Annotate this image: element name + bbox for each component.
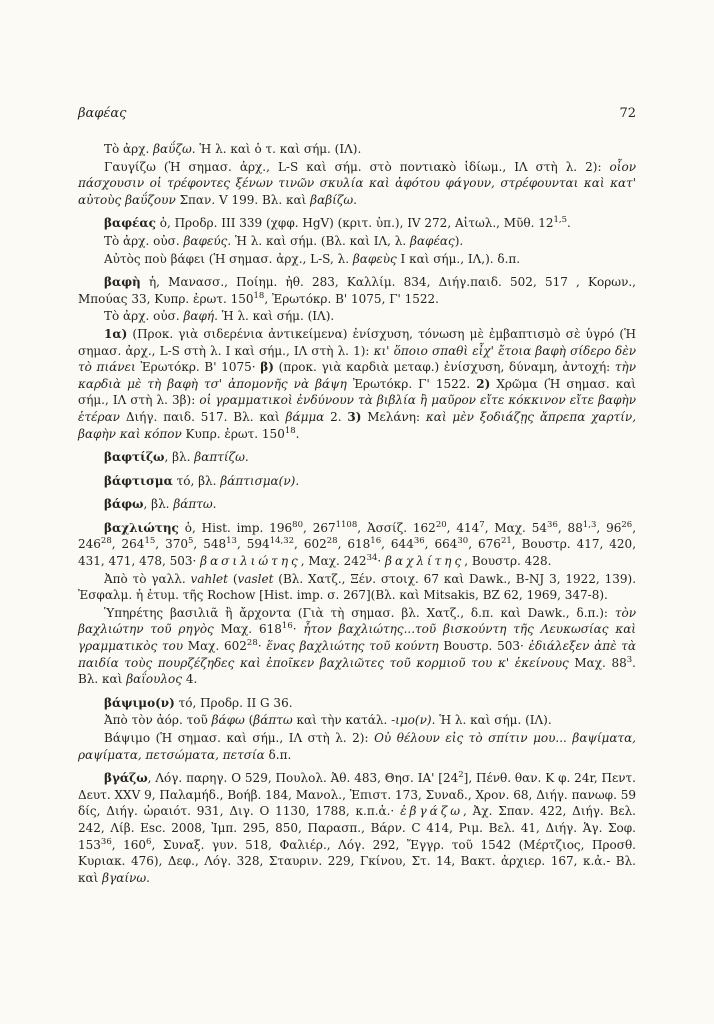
text-segment: τὴν καρδιὰ μὲ τὴ βαφὴ τσ' ἀπομονῆς νὰ βάψη [78, 360, 637, 391]
paragraph [78, 274, 636, 307]
text-segment: . [146, 870, 150, 885]
text-segment: βαφτίζω [104, 450, 165, 465]
paragraph [78, 770, 636, 886]
text-segment: (Προκ. γιὰ σιδερένια ἀντικείμενα) ἐνίσχυση, τόνωση μὲ ἐμβαπτισμὸ σὲ ὑγρό (Ἡ σημασ. ἀρχ., L-S στὴ λ. I καὶ σήμ., ΙΛ στὴ λ. 1): [78, 326, 636, 358]
text-segment: τὸν βαχλιώτην τοῦ ρηγὸς [78, 605, 636, 637]
text-segment: ἦτον βαχλιώτης...τοῦ βισκούντη τῆς Λευκωσίας καὶ γραμματικὸς του [78, 622, 636, 654]
text-segment: , 664 [424, 537, 458, 552]
paragraph [78, 473, 636, 490]
superscript-ref: 28 [100, 536, 112, 547]
text-segment: . Ἡ λ. καὶ ὁ τ. καὶ σήμ. (ΙΛ). [191, 142, 362, 156]
text-segment: , Ἀσσίζ. 162 [357, 520, 436, 535]
text-segment: ἐδιάλεξεν ἀπὲ τὰ παιδία τοὺς πουρζέζηδες καὶ ἐποῖκεν βαχλιῶτες τοῦ κορμιοῦ του κ' ἐκείνους [78, 639, 636, 670]
text-segment: . [295, 473, 300, 488]
text-segment: τό, Προδρ. II G 36. [174, 695, 293, 710]
text-segment: . Ἡ λ. καὶ σήμ. (ΙΛ). [431, 713, 552, 728]
superscript-ref: 21 [500, 536, 512, 547]
superscript-ref: 3 [626, 654, 633, 665]
superscript-ref: 28 [246, 638, 258, 649]
paragraph [78, 141, 636, 158]
text-segment: ἐβγάζω [400, 804, 464, 819]
paragraph [78, 571, 636, 604]
superscript-ref: 28 [326, 536, 338, 547]
text-segment: ). [454, 233, 464, 248]
text-segment: . [295, 426, 300, 441]
text-segment: (προκ. γιὰ καρδιὰ μεταφ.) ἐνίσχυση, δύναμη, ἀντοχή: [273, 360, 615, 375]
text-segment: βασιλιώτης [200, 554, 301, 569]
text-segment: , Μαχ. 242 [300, 554, 367, 569]
text-segment: , 594 [236, 537, 270, 552]
text-segment: βαπτίζω [194, 450, 245, 465]
text-segment: -ιμο(ν) [391, 713, 432, 728]
text-segment: Τὸ ἀρχ. οὐσ. [104, 233, 184, 248]
text-segment: ( [244, 713, 254, 728]
text-segment: , 246 [78, 520, 637, 552]
text-segment: Αὐτὸς ποὺ βάφει (Ἡ σημασ. ἀρχ., L-S, λ. [104, 251, 353, 266]
superscript-ref: 80 [292, 519, 303, 530]
text-segment: βαφεὺς [352, 251, 397, 266]
text-block [78, 140, 636, 886]
text-segment: βαΐουλος [126, 672, 183, 687]
text-segment: . Βλ. καὶ [78, 655, 636, 687]
text-segment: οἱ γραμματικοὶ ἐνδύνουν τὰ βιβλία ἢ μαῦρον εἴτε κόκκινον εἴτε βαφὴν ἑτέραν [78, 393, 636, 424]
text-segment: οἷον πάσχουσιν οἱ τρέφοντες ξένων τινῶν σκυλία καὶ ἀφότου φάγουν, στρέφουνται καὶ κατ' αὐτοὺς βαΰζουν [78, 159, 636, 207]
text-segment: Μαχ. 88 [568, 655, 627, 670]
superscript-ref: 5 [188, 536, 194, 547]
paragraph [78, 730, 636, 763]
text-segment: . Ἡ λ. καὶ σήμ. (Βλ. καὶ ΙΛ, λ. [227, 233, 411, 248]
paragraph [78, 308, 636, 325]
text-segment: Ὑπηρέτης βασιλιᾶ ἢ ἄρχοντα (Γιὰ τὴ σημασ. βλ. Χατζ., δ.π. καὶ Dawk., δ.π.): [104, 605, 615, 620]
superscript-ref: 6 [146, 836, 152, 847]
text-segment: καὶ τὴν κατάλ. [292, 713, 392, 728]
superscript-ref: 14,32 [269, 536, 295, 547]
superscript-ref: 2 [458, 770, 464, 781]
superscript-ref: 16 [370, 536, 382, 547]
paragraph [78, 605, 636, 688]
text-segment: βάφω [211, 713, 245, 728]
superscript-ref: 26 [621, 519, 633, 530]
text-segment: , βλ. [164, 450, 195, 465]
text-segment: βάφτισμα [104, 473, 173, 488]
text-segment: ἕνας βαχλιώτης τοῦ κούντη [266, 639, 439, 654]
running-headword: βαφέας [78, 106, 127, 121]
text-segment: βάπτισμα(ν) [220, 473, 296, 488]
page-number: 72 [619, 106, 636, 121]
superscript-ref: 16 [281, 621, 293, 632]
text-segment: βαφέας [104, 216, 156, 231]
text-segment: . [212, 497, 217, 512]
superscript-ref: 36 [547, 519, 558, 530]
text-segment: · [377, 554, 386, 569]
text-segment: β) [260, 360, 274, 375]
text-segment: 3) [347, 409, 362, 424]
superscript-ref: 20 [435, 519, 447, 530]
text-segment: Ἀπὸ τὸ γαλλ. [104, 571, 191, 586]
text-segment: ἡ, Μανασσ., Ποίημ. ἠθ. 283, Καλλίμ. 834, Διήγ.παιδ. 502, 517 , Κορων., Μπούας 33, Κυπρ. ἐρωτ. 150 [78, 275, 636, 306]
superscript-ref: 18 [284, 425, 296, 436]
text-segment: , 602 [294, 537, 327, 552]
text-segment: βγαίνω [102, 870, 147, 885]
text-segment: , 160 [111, 837, 147, 852]
text-segment: βάμμα [285, 409, 325, 424]
paragraph [78, 712, 636, 729]
paragraph [78, 159, 636, 209]
text-segment: , 88 [557, 520, 583, 535]
text-segment: Βουστρ. 503· [438, 639, 529, 654]
text-segment: 4. [182, 672, 198, 687]
text-segment: βαφή [183, 309, 215, 324]
text-segment: , Ἀχ. Σπαν. 422, Διήγ. Βελ. 242, Λίβ. Esc. 2008, Ἰμπ. 295, 850, Παρασπ., Βάρν. C 414, Ριμ. Βελ. 41, Διήγ. Ἁγ. Σοφ. 153 [78, 804, 636, 852]
superscript-ref: 15 [144, 536, 156, 547]
text-segment: Βάψιμο (Ἡ σημασ. καὶ σήμ., ΙΛ στὴ λ. 2): [104, 731, 375, 745]
text-segment: Κυπρ. ἐρωτ. 150 [181, 426, 285, 441]
superscript-ref: 1,3 [582, 519, 597, 530]
text-segment: Μελάνη: [361, 409, 426, 424]
superscript-ref: 13 [226, 536, 237, 547]
text-segment: 2. [324, 409, 348, 424]
text-segment: Ἐρωτόκρ. Γ' 1522. [346, 376, 477, 391]
superscript-ref: 1108 [335, 519, 358, 530]
text-segment: Σπαν. V 199. Βλ. καὶ [175, 192, 311, 207]
text-segment: ὁ, Προδρ. III 339 (χφφ. HgV) (κριτ. ὑπ.), IV 272, Αἰτωλ., Μῦθ. 12 [155, 216, 554, 231]
text-segment: Τὸ ἀρχ. οὐσ. [104, 309, 184, 324]
text-segment: , Λόγ. παρηγ. Ο 529, Πουλολ. Ἀθ. 483, Θησ. ΙΑ' [24 [147, 771, 459, 786]
text-segment: βάφω [104, 497, 144, 512]
text-segment: , 267 [303, 520, 336, 535]
text-segment: , Βουστρ. 428. [464, 554, 552, 569]
paragraph [78, 520, 636, 570]
text-segment: , Βουστρ. 417, 420, 431, 471, 478, 503· [78, 537, 637, 569]
text-segment: καὶ μὲν ξοδιάζῃς ἄπρεπα χαρτίν, βαφὴν καὶ κόπον [78, 409, 637, 441]
text-segment: (Βλ. Χατζ., Ξέν. στοιχ. 67 καὶ Dawk., B-NJ 3, 1922, 139). Ἐσφαλμ. ἡ ἐτυμ. τῆς Rochow [Hist. imp. σ. 267](Βλ. καὶ Mitsakis, BZ 62, 1969, 347-8). [78, 571, 637, 603]
text-segment: · [292, 622, 304, 637]
text-segment: vahlet [190, 571, 228, 586]
text-segment: , βλ. [143, 497, 174, 512]
text-segment: 1α) [104, 326, 128, 341]
text-segment: βαφεύς [183, 233, 228, 248]
paragraph [78, 496, 636, 513]
paragraph [78, 251, 636, 268]
paragraph [78, 233, 636, 250]
text-segment: I καὶ σήμ., ΙΛ,). δ.π. [396, 251, 521, 266]
text-segment: vaslet [237, 571, 274, 586]
text-segment: Οὐ θέλουν εἰς τὸ σπίτιν μου... βαψίματα, ραψίματα, πετσώματα, πετσία [78, 731, 636, 762]
text-segment: . Ἡ λ. καὶ σήμ. (ΙΛ). [214, 309, 335, 324]
text-segment: βαφὴ [104, 275, 141, 290]
text-segment: βάψιμο(ν) [104, 695, 175, 710]
superscript-ref: 30 [457, 536, 469, 547]
text-segment: βαχλιώτης [104, 520, 179, 535]
text-segment: βάπτω [173, 497, 213, 512]
paragraph [78, 326, 636, 442]
text-segment: , 370 [155, 537, 188, 552]
text-segment: Γαυγίζω (Ἡ σημασ. ἀρχ., L-S καὶ σήμ. στὸ ποντιακὸ ἰδίωμ., ΙΛ στὴ λ. 2): [104, 159, 610, 174]
text-segment: 2) [476, 376, 491, 391]
text-segment: , 264 [111, 537, 145, 552]
superscript-ref: 34 [366, 553, 378, 564]
text-segment: ], Πένθ. θαν. Κ φ. 24r, Πεντ. Δευτ. XXV 9, Παλαμήδ., Βοήβ. 184, Μανολ., Ἐπιστ. 173, Συναδ., Χρον. 68, Διήγ. πανωφ. 59 δίς, Διήγ. ὡραιότ. 931, Διγ. Ο 1130, 1788, κ.π.ἀ.· [78, 771, 636, 819]
text-segment: . [353, 192, 357, 207]
text-segment: βαβίζω [310, 192, 354, 207]
paragraph [78, 215, 636, 232]
text-segment: τό, βλ. [172, 473, 221, 488]
text-segment: , 676 [468, 537, 501, 552]
text-segment: Διήγ. παιδ. 517. Βλ. καὶ [119, 409, 286, 424]
text-segment: Τὸ ἀρχ. [104, 142, 154, 156]
text-segment: , 414 [446, 520, 480, 535]
text-segment: ( [227, 571, 238, 586]
superscript-ref: 36 [100, 836, 112, 847]
text-segment: Μαχ. 618 [213, 622, 282, 637]
text-segment: βαχλίτης [385, 554, 465, 569]
text-segment: Χρῶμα (Ἡ σημασ. καὶ σήμ., ΙΛ στὴ λ. 3β): [78, 376, 637, 408]
text-segment: . [567, 216, 571, 231]
text-segment: . [244, 450, 249, 465]
text-segment: Ἀπὸ τὸν ἀόρ. τοῦ [104, 713, 212, 728]
text-segment: βγάζω [104, 771, 148, 786]
text-segment: Μαχ. 602 [183, 639, 247, 654]
text-segment: ὁ, Hist. imp. 196 [178, 520, 293, 535]
text-segment: , Συναξ. γυν. 518, Φαλιέρ., Λόγ. 292, Ἔγγρ. τοῦ 1542 (Μέρτζιος, Προσθ. Κυριακ. 476), Δεφ., Λόγ. 328, Σταυριν. 229, Γκίνου, Στ. 14, Βακτ. ἀρχιερ. 167, κ.ἀ.- Βλ. καὶ [78, 837, 636, 885]
text-segment: , 644 [381, 537, 414, 552]
text-segment: , 96 [596, 520, 622, 535]
text-segment: Ἐρωτόκρ. Β' 1075· [135, 360, 261, 375]
text-segment: , 618 [337, 537, 371, 552]
text-segment: δ.π. [264, 747, 292, 762]
text-segment: · [257, 639, 267, 654]
running-header [78, 106, 636, 121]
paragraph [78, 449, 636, 466]
text-segment: βαΰζω [153, 142, 192, 156]
superscript-ref: 1,5 [553, 215, 568, 226]
text-segment: βάπτω [253, 713, 293, 728]
superscript-ref: 7 [479, 519, 485, 530]
superscript-ref: 36 [413, 536, 425, 547]
text-segment: , Ἐρωτόκρ. Β' 1075, Γ' 1522. [264, 291, 439, 306]
text-segment: , 548 [193, 537, 227, 552]
text-segment: κι' ὅποιο σπαθὶ εἶχ' ἔτοια βαφὴ σίδερο δὲν τὸ πιάνει [78, 343, 636, 375]
text-segment: βαφέας [410, 233, 455, 248]
superscript-ref: 18 [253, 290, 265, 301]
paragraph [78, 695, 636, 712]
text-segment: , Μαχ. 54 [484, 520, 548, 535]
